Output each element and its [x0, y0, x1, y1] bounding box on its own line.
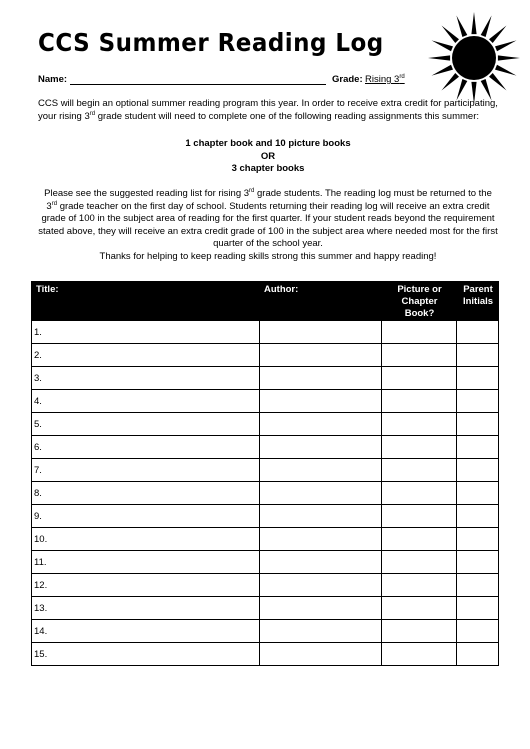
- book-type-cell[interactable]: [382, 528, 457, 551]
- parent-initials-cell[interactable]: [457, 459, 499, 482]
- parent-initials-cell[interactable]: [457, 413, 499, 436]
- header-parent-initials: Parent Initials: [457, 282, 499, 321]
- table-row: [32, 574, 499, 597]
- book-type-cell[interactable]: [382, 413, 457, 436]
- grade-value: Rising 3rd: [365, 74, 405, 85]
- book-type-cell[interactable]: [382, 620, 457, 643]
- author-cell[interactable]: [260, 436, 382, 459]
- title-cell[interactable]: 14.: [32, 620, 260, 643]
- header-title: Title:: [32, 282, 260, 321]
- parent-initials-cell[interactable]: [457, 344, 499, 367]
- parent-initials-cell[interactable]: [457, 597, 499, 620]
- table-row: [32, 643, 499, 666]
- title-cell[interactable]: 1.: [32, 321, 260, 344]
- table-row: [32, 321, 499, 344]
- table-row: [32, 390, 499, 413]
- parent-initials-cell[interactable]: [457, 367, 499, 390]
- author-cell[interactable]: [260, 643, 382, 666]
- title-cell[interactable]: 4.: [32, 390, 260, 413]
- name-label: Name:: [38, 74, 68, 85]
- table-row: [32, 436, 499, 459]
- title-cell[interactable]: 2.: [32, 344, 260, 367]
- parent-initials-cell[interactable]: [457, 528, 499, 551]
- book-type-cell[interactable]: [382, 551, 457, 574]
- book-type-cell[interactable]: [382, 459, 457, 482]
- author-cell[interactable]: [260, 321, 382, 344]
- author-cell[interactable]: [260, 620, 382, 643]
- grade-label: Grade:: [332, 74, 363, 85]
- title-cell[interactable]: 5.: [32, 413, 260, 436]
- author-cell[interactable]: [260, 482, 382, 505]
- title-cell[interactable]: 10.: [32, 528, 260, 551]
- title-cell[interactable]: 13.: [32, 597, 260, 620]
- parent-initials-cell[interactable]: [457, 551, 499, 574]
- table-row: [32, 482, 499, 505]
- sun-ray: [481, 16, 492, 38]
- table-row: [32, 528, 499, 551]
- author-cell[interactable]: [260, 505, 382, 528]
- parent-initials-cell[interactable]: [457, 505, 499, 528]
- book-type-cell[interactable]: [382, 482, 457, 505]
- title-cell[interactable]: 9.: [32, 505, 260, 528]
- book-type-cell[interactable]: [382, 321, 457, 344]
- title-cell[interactable]: 8.: [32, 482, 260, 505]
- book-type-cell[interactable]: [382, 390, 457, 413]
- title-cell[interactable]: 15.: [32, 643, 260, 666]
- table-row: [32, 459, 499, 482]
- book-type-cell[interactable]: [382, 597, 457, 620]
- author-cell[interactable]: [260, 574, 382, 597]
- table-row: [32, 620, 499, 643]
- author-cell[interactable]: [260, 367, 382, 390]
- title-cell[interactable]: 3.: [32, 367, 260, 390]
- sun-ray: [456, 16, 467, 38]
- title-cell[interactable]: 11.: [32, 551, 260, 574]
- table-row: [32, 597, 499, 620]
- book-type-cell[interactable]: [382, 505, 457, 528]
- table-row: [32, 344, 499, 367]
- author-cell[interactable]: [260, 390, 382, 413]
- author-cell[interactable]: [260, 597, 382, 620]
- page-title: CCS Summer Reading Log: [38, 28, 384, 57]
- name-field[interactable]: [70, 84, 326, 85]
- table-row: [32, 505, 499, 528]
- table-row: [32, 413, 499, 436]
- author-cell[interactable]: [260, 551, 382, 574]
- author-cell[interactable]: [260, 459, 382, 482]
- sun-ray: [498, 55, 520, 60]
- parent-initials-cell[interactable]: [457, 482, 499, 505]
- assignment-options: [38, 138, 498, 176]
- option-1: 1 chapter book and 10 picture books: [185, 138, 351, 149]
- sun-ray: [489, 26, 507, 44]
- parent-initials-cell[interactable]: [457, 620, 499, 643]
- option-or: OR: [260, 150, 276, 162]
- table-row: [32, 551, 499, 574]
- name-grade-row: [38, 72, 508, 88]
- author-cell[interactable]: [260, 528, 382, 551]
- parent-initials-cell[interactable]: [457, 643, 499, 666]
- sun-ray: [428, 55, 450, 60]
- reading-log-table: [31, 281, 499, 666]
- parent-initials-cell[interactable]: [457, 390, 499, 413]
- thanks-line: Thanks for helping to keep reading skills strong this summer and happy reading!: [99, 250, 437, 262]
- parent-initials-cell[interactable]: [457, 321, 499, 344]
- book-type-cell[interactable]: [382, 367, 457, 390]
- book-type-cell[interactable]: [382, 436, 457, 459]
- header-author: Author:: [260, 282, 382, 321]
- author-cell[interactable]: [260, 413, 382, 436]
- sun-icon: [425, 10, 523, 106]
- book-type-cell[interactable]: [382, 643, 457, 666]
- sun-ray: [432, 40, 454, 51]
- sun-ray: [442, 26, 460, 44]
- book-type-cell[interactable]: [382, 344, 457, 367]
- title-cell[interactable]: 6.: [32, 436, 260, 459]
- option-2: 3 chapter books: [231, 163, 305, 174]
- parent-initials-cell[interactable]: [457, 574, 499, 597]
- instructions-paragraph: Please see the suggested reading list for rising 3rd grade students. The reading log must be returned to the 3rd grade teacher on the first day of school. Students returning their reading log will receive an extra credit grade of 100 in the subject area of reading for the first quarter. If your student reads beyond the requirement stated above, they will receive an extra credit grade of 100 in the subject area where needed most for the first quarter of the school year. Thanks for helping to keep reading skills strong this summer and happy reading!: [38, 188, 498, 262]
- title-cell[interactable]: 12.: [32, 574, 260, 597]
- table-row: [32, 367, 499, 390]
- sun-ray: [471, 12, 476, 34]
- book-type-cell[interactable]: [382, 574, 457, 597]
- parent-initials-cell[interactable]: [457, 436, 499, 459]
- sun-ray: [495, 40, 517, 51]
- intro-paragraph: CCS will begin an optional summer reading program this year. In order to receive extra credit for participating, your rising 3rd grade student will need to complete one of the following reading assignments this summer:: [38, 98, 498, 122]
- header-book-type: Picture or Chapter Book?: [382, 282, 457, 321]
- title-cell[interactable]: 7.: [32, 459, 260, 482]
- author-cell[interactable]: [260, 344, 382, 367]
